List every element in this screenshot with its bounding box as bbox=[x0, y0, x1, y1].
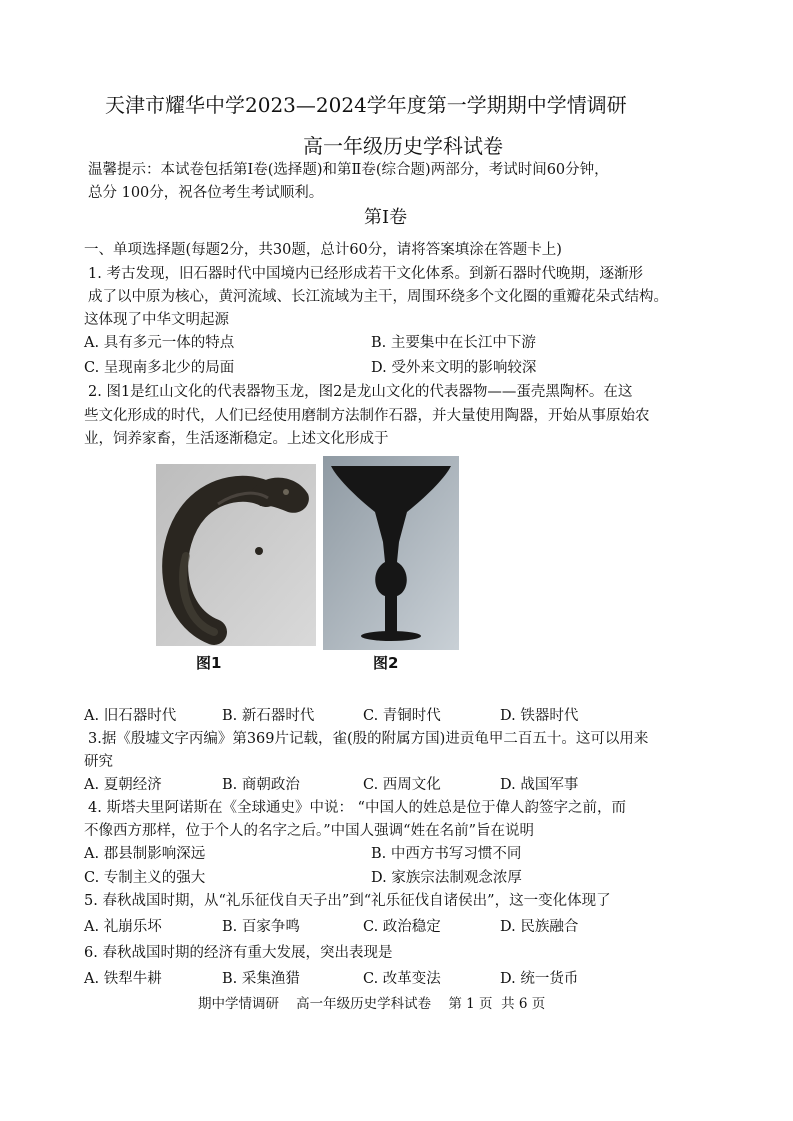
q2-line-1: 2. 图1是红山文化的代表器物玉龙，图2是龙山文化的代表器物——蛋壳黑陶杯。在这 bbox=[88, 384, 633, 400]
q6-option-b: B. 采集渔猎 bbox=[222, 971, 300, 987]
q1-line-1: 1. 考古发现，旧石器时代中国境内已经形成若干文化体系。到新石器时代晚期，逐渐形 bbox=[88, 266, 643, 282]
q4-line-2: 不像西方那样，位于个人的名字之后。”中国人强调“姓在名前”旨在说明 bbox=[84, 823, 534, 839]
q2-option-b: B. 新石器时代 bbox=[222, 708, 315, 724]
q2-line-2: 些文化形成的时代，人们已经使用磨制方法制作石器，并大量使用陶器，开始从事原始农 bbox=[84, 408, 650, 424]
q4-option-b: B. 中西方书写习惯不同 bbox=[371, 846, 522, 862]
page-footer: 期中学情调研 高一年级历史学科试卷 第 1 页 共 6 页 bbox=[198, 996, 546, 1012]
jade-dragon-figure bbox=[156, 464, 316, 646]
exam-subtitle: 高一年级历史学科试卷 bbox=[303, 134, 503, 158]
black-pottery-cup-figure bbox=[323, 456, 459, 650]
q6-option-d: D. 统一货币 bbox=[500, 971, 579, 987]
q3-option-a: A. 夏朝经济 bbox=[84, 777, 162, 793]
q3-line-1: 3.据《殷墟文字丙编》第369片记载，雀(殷的附属方国)进贡龟甲二百五十。这可以用来 bbox=[88, 731, 649, 747]
q4-option-d: D. 家族宗法制观念浓厚 bbox=[371, 870, 522, 886]
q1-option-b: B. 主要集中在长江中下游 bbox=[371, 335, 536, 351]
q1-option-a: A. 具有多元一体的特点 bbox=[84, 335, 235, 351]
q4-line-1: 4. 斯塔夫里阿诺斯在《全球通史》中说： “中国人的姓总是位于偉人韵签字之前，而 bbox=[88, 800, 626, 816]
q1-line-3: 这体现了中华文明起源 bbox=[84, 312, 229, 328]
volume-title: 第Ⅰ卷 bbox=[364, 207, 408, 228]
q6-line-1: 6. 春秋战国时期的经济有重大发展，突出表现是 bbox=[84, 945, 393, 961]
q6-option-c: C. 改革变法 bbox=[363, 971, 441, 987]
section-heading: 一、单项选择题(每题2分，共30题，总计60分，请将答案填涂在答题卡上) bbox=[84, 242, 562, 258]
q5-option-c: C. 政治稳定 bbox=[363, 919, 441, 935]
figure-1-caption: 图1 bbox=[196, 654, 222, 672]
q1-line-2: 成了以中原为核心，黄河流域、长江流域为主干，周围环绕多个文化圈的重瓣花朵式结构。 bbox=[88, 289, 668, 305]
q1-option-c: C. 呈现南多北少的局面 bbox=[84, 360, 235, 376]
notice-line-2: 总分 100分，祝各位考生考试顺利。 bbox=[88, 185, 324, 201]
q4-option-a: A. 郡县制影响深远 bbox=[84, 846, 206, 862]
q5-option-d: D. 民族融合 bbox=[500, 919, 579, 935]
q3-option-b: B. 商朝政治 bbox=[222, 777, 300, 793]
q5-line-1: 5. 春秋战国时期，从“礼乐征伐自天子出”到“礼乐征伐自诸侯出”，这一变化体现了 bbox=[84, 893, 611, 909]
exam-title: 天津市耀华中学2023—2024学年度第一学期期中学情调研 bbox=[105, 93, 627, 117]
q2-option-a: A. 旧石器时代 bbox=[84, 708, 177, 724]
notice-line-1: 温馨提示：本试卷包括第Ⅰ卷(选择题)和第Ⅱ卷(综合题)两部分，考试时间60分钟， bbox=[88, 162, 609, 178]
q3-line-2: 研究 bbox=[84, 754, 113, 770]
q2-option-c: C. 青铜时代 bbox=[363, 708, 441, 724]
black-pottery-cup-image bbox=[323, 456, 459, 650]
q4-option-c: C. 专制主义的强大 bbox=[84, 870, 206, 886]
q2-option-d: D. 铁器时代 bbox=[500, 708, 579, 724]
q1-option-d: D. 受外来文明的影响较深 bbox=[371, 360, 537, 376]
jade-dragon-image bbox=[156, 464, 316, 646]
q5-option-b: B. 百家争鸣 bbox=[222, 919, 300, 935]
q6-option-a: A. 铁犁牛耕 bbox=[84, 971, 162, 987]
q5-option-a: A. 礼崩乐坏 bbox=[84, 919, 162, 935]
q2-line-3: 业，饲养家畜，生活逐渐稳定。上述文化形成于 bbox=[84, 431, 389, 447]
q3-option-c: C. 西周文化 bbox=[363, 777, 441, 793]
q3-option-d: D. 战国军事 bbox=[500, 777, 579, 793]
figure-2-caption: 图2 bbox=[373, 654, 399, 672]
